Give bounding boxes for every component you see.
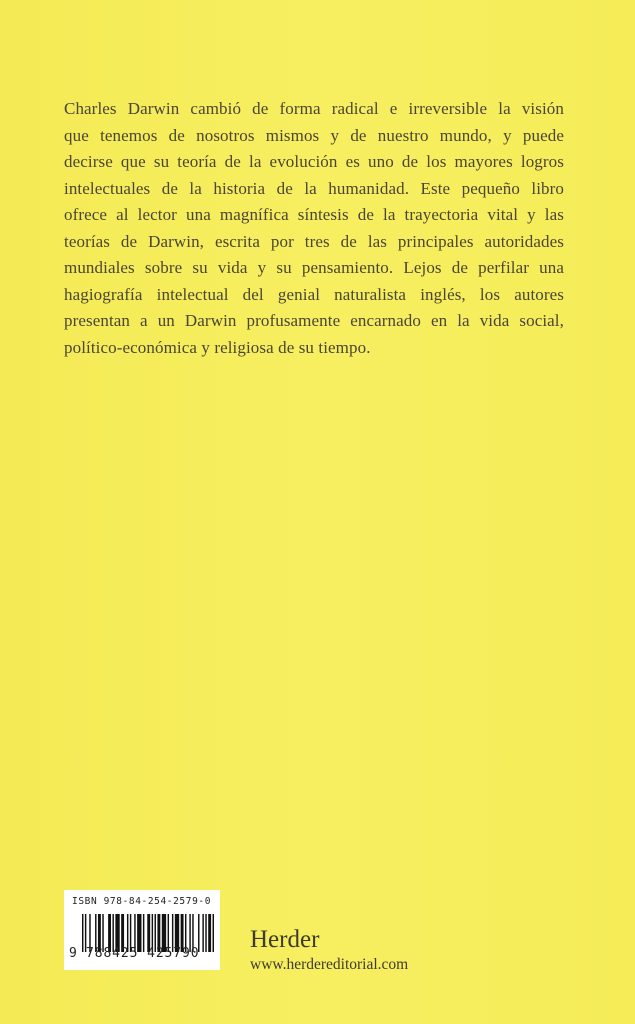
- barcode-bar: [82, 914, 83, 952]
- publisher-website: www.herdereditorial.com: [250, 956, 409, 973]
- synopsis-line: Charles Darwin cambió de forma radical e irreversible la visión: [64, 99, 564, 118]
- barcode-bar: [205, 914, 206, 952]
- synopsis-line: que tenemos de nosotros mismos y de nuestro mundo, y puede: [64, 125, 564, 145]
- synopsis-line: presentan a un Darwin profusamente encarnado en la vida social,: [64, 311, 564, 330]
- synopsis-line: intelectuales de la historia de la humanidad. Este pequeño libro: [64, 178, 564, 198]
- isbn-number: ISBN 978-84-254-2579-0: [72, 896, 212, 907]
- barcode-digits: 788425 425790: [86, 946, 200, 961]
- synopsis-line: político-económica y religiosa de su tiempo.: [64, 337, 371, 357]
- synopsis-line: ofrece al lector una magnífica síntesis de la trayectoria vital y las: [64, 205, 564, 224]
- publisher-logo: Herder: [250, 926, 320, 953]
- barcode-bar: [208, 914, 211, 952]
- synopsis-text: [64, 96, 564, 361]
- synopsis-line: teorías de Darwin, escrita por tres de las principales autoridades: [64, 231, 564, 251]
- barcode-first-digit: 9: [69, 946, 77, 961]
- barcode-bar: [202, 914, 203, 952]
- barcode-bar: [213, 914, 214, 952]
- synopsis-line: mundiales sobre su vida y su pensamiento. Lejos de perfilar una: [64, 258, 564, 277]
- synopsis-line: decirse que su teoría de la evolución es uno de los mayores logros: [64, 152, 564, 171]
- synopsis-line: hagiografía intelectual del genial naturalista inglés, los autores: [64, 284, 564, 304]
- isbn-barcode-label: [64, 890, 220, 970]
